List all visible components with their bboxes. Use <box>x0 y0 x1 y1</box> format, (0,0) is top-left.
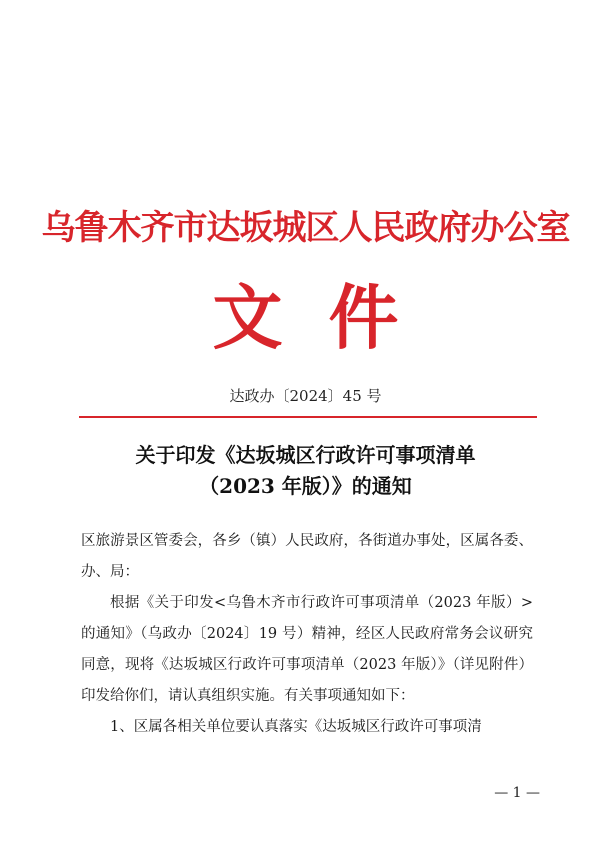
notice-title-line-2: （2023 年版）》的通知 <box>199 474 412 498</box>
issuing-authority-header: 乌鲁木齐市达坂城区人民政府办公室 <box>41 208 570 248</box>
notice-body <box>81 526 533 743</box>
document-number: 达政办〔2024〕45 号 <box>229 387 382 405</box>
red-divider-line <box>79 416 537 418</box>
body-paragraph-2: 1、区属各相关单位要认真落实《达坂城区行政许可事项清 <box>110 719 482 735</box>
document-type-heading: 文件 <box>212 276 445 359</box>
notice-title-line-1: 关于印发《达坂城区行政许可事项清单 <box>135 443 476 467</box>
notice-title <box>0 440 611 502</box>
page-number: — 1 — <box>494 785 540 801</box>
body-paragraph-1: 根据《关于印发<乌鲁木齐市行政许可事项清单（2023 年版）>的通知》（乌政办〔2024〕19 号）精神，经区人民政府常务会议研究同意，现将《达坂城区行政许可事项清单（2023 年版）》（详见附件）印发给你们，请认真组织实施。有关事项通知如下： <box>81 595 533 704</box>
salutation: 区旅游景区管委会，各乡（镇）人民政府，各街道办事处，区属各委、办、局： <box>81 533 533 580</box>
